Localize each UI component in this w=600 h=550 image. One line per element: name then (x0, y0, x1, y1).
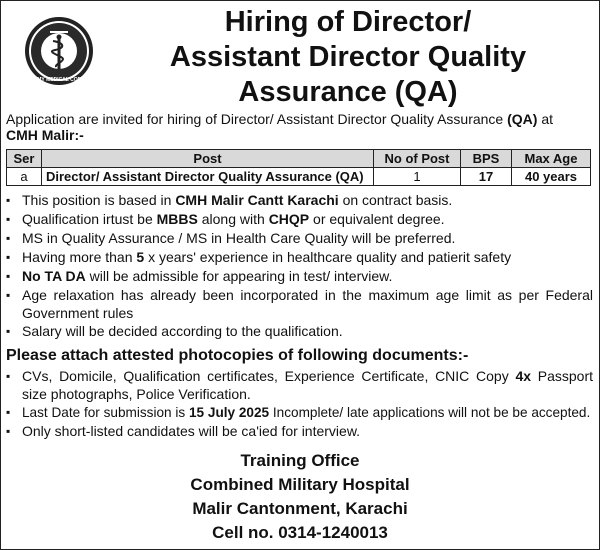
requirements-list (6, 191, 593, 341)
footer-hospital: Combined Military Hospital (190, 475, 410, 494)
cell-bps: 17 (461, 168, 512, 186)
col-ser: Ser (7, 150, 42, 168)
title-line-2: Assistant Director Quality (169, 41, 527, 73)
list-item (6, 191, 593, 210)
footer-address: Malir Cantonment, Karachi (192, 499, 408, 518)
list-item (6, 322, 593, 341)
intro-qa: (QA) (507, 111, 538, 127)
documents-list (6, 367, 593, 441)
intro-location: CMH Malir:- (6, 127, 84, 143)
list-item (6, 210, 593, 229)
list-item (6, 248, 593, 267)
cell-no-of-post: 1 (374, 168, 461, 186)
header (1, 1, 599, 108)
b1-post: on contract basis. (342, 192, 453, 208)
d3-text: Only short-listed candidates will be ca'ied for interview. (22, 423, 361, 439)
b6-text: Age relaxation has already been incorporated in the maximum age limit as per Federal Government rules (22, 287, 593, 321)
b4-post: x years' experience in healthcare quality and patierit safety (148, 249, 512, 265)
list-item (6, 229, 593, 248)
b2-mid: along with (201, 211, 265, 227)
title-line-3: Assurance (QA) (238, 76, 458, 108)
posts-table (6, 149, 591, 186)
intro-paragraph (6, 111, 593, 143)
d1-bold: 4x (515, 368, 532, 384)
documents-heading: Please attach attested photocopies of following documents:- (6, 347, 469, 364)
cell-max-age: 40 years (512, 168, 591, 186)
list-item (6, 286, 593, 322)
list-item (6, 367, 593, 403)
page-title (101, 5, 595, 110)
b4-text: Having more than (22, 249, 133, 265)
list-item (6, 422, 593, 441)
b1-bold: CMH Malir Cantt Karachi (175, 192, 339, 208)
footer-phone: Cell no. 0314-1240013 (212, 523, 388, 542)
d2-text: Last Date for submission is (22, 405, 186, 420)
d2-bold-date: 15 July 2025 (188, 405, 270, 420)
contact-footer (1, 449, 599, 545)
title-line-1: Hiring of Director/ (224, 6, 472, 38)
b4-bold: 5 (136, 249, 145, 265)
d2-post: Incomplete/ late applications will not be be accepted. (272, 405, 591, 420)
b1-text: This position is based in (22, 192, 172, 208)
col-no-of-post: No of Post (374, 150, 461, 168)
col-max-age: Max Age (512, 150, 591, 168)
col-bps: BPS (461, 150, 512, 168)
b5-post: will be admissible for appearing in test/ interview. (89, 268, 393, 284)
b2-bold-chqp: CHQP (268, 211, 310, 227)
cell-ser: a (7, 168, 42, 186)
table-row (7, 168, 591, 186)
b2-post: or equivalent degree. (313, 211, 445, 227)
b7-text: Salary will be decided according to the qualification. (22, 323, 343, 339)
intro-at: at (541, 111, 554, 127)
d1-text: CVs, Domicile, Qualification certificates, Experience Certificate, CNIC Copy (22, 368, 509, 384)
intro-text: Application are invited for hiring of Director/ Assistant Director Quality Assurance (6, 111, 504, 127)
b2-bold-mbbs: MBBS (156, 211, 198, 227)
table-header-row (7, 150, 591, 168)
b2-text: Qualification irtust be (22, 211, 153, 227)
b3-text: MS in Quality Assurance / MS in Health Care Quality will be preferred. (22, 230, 456, 246)
d1-post: Passport size photographs, Police Verification. (22, 368, 594, 402)
col-post: Post (42, 150, 374, 168)
cell-post: Director/ Assistant Director Quality Assurance (QA) (42, 168, 374, 186)
list-item (6, 267, 593, 286)
army-medical-corps-logo (23, 15, 95, 87)
svg-text:ARMY MEDICAL CORPS: ARMY MEDICAL CORPS (30, 77, 88, 83)
list-item (6, 403, 593, 422)
b5-bold: No TA DA (22, 268, 86, 284)
footer-office: Training Office (240, 451, 360, 470)
